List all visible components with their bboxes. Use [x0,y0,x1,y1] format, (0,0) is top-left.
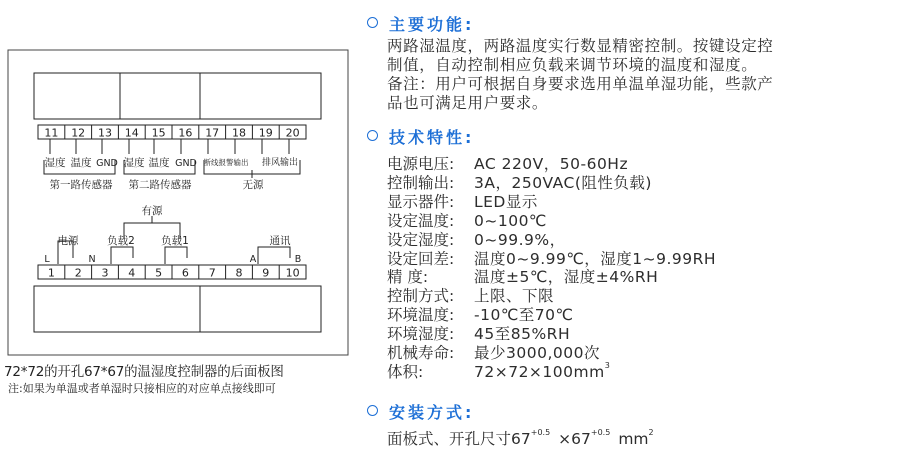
top-terminal-15: 15 [151,126,166,140]
group-sensor2: 第二路传感器 [128,179,192,191]
bottom-terminal-10: 10 [285,266,300,280]
spec-row [387,322,847,344]
spec-row [387,171,847,190]
bottom-terminal-numbers [48,267,300,280]
label-t17: 断线报警输出 [203,158,249,167]
bottom-terminal-dividers [65,265,279,279]
label-t12: 温度 [70,157,92,169]
spec-value: 温度±5℃，湿度±4%RH [474,268,659,287]
spec-value: 45至85%RH [474,325,571,344]
label-t19: 排风输出 [261,158,299,168]
spec-key: 控制方式: [387,287,455,306]
power-n: N [88,254,96,265]
power-label: 电源 [57,235,79,247]
spec-row [387,303,847,325]
diagram-caption: 72*72的开孔67*67的温湿度控制器的后面板图 [4,364,284,380]
spec-value: -10℃至70℃ [474,306,574,325]
top-terminal-20: 20 [285,126,300,140]
install-sup-a: +0.5 [530,428,551,437]
label-t15: 温度 [148,157,170,169]
spec-row [387,209,847,228]
functions-line: 备注：用户可根据自身要求选用单温单湿功能，些款产 [387,75,774,93]
top-terminal-16: 16 [178,126,193,140]
top-terminal-17: 17 [205,126,220,140]
spec-value: LED显示 [474,192,538,211]
spec-value: 最少3000,000次 [474,344,600,362]
spec-value: 上限、下限 [474,287,555,306]
comm-b: B [294,254,302,265]
spec-key: 电源电压: [387,155,455,173]
functions-text [387,37,773,113]
spec-value: 3A，250VAC(阻性负载) [474,173,652,192]
spec-key: 体积: [387,362,424,381]
spec-key: 控制输出: [387,173,455,192]
spec-superscript: 3 [604,360,610,370]
spec-row [387,247,847,266]
top-terminal-14: 14 [124,126,139,140]
diagram-note: 注:如果为单温或者单湿时只接相应的对应单点接线即可 [8,382,276,395]
specs-heading [367,125,474,148]
spec-row [387,360,847,379]
spec-row [387,341,847,360]
spec-value: 温度0~9.99℃，湿度1~9.99RH [474,249,717,268]
functions-line: 制值，自动控制相应负载来调节环境的温度和湿度。 [387,56,758,74]
spec-key: 显示器件: [387,192,455,211]
bottom-terminal-2: 2 [74,266,82,280]
circle-bullet-icon [367,405,378,416]
bottom-terminal-6: 6 [181,266,189,280]
install-text-c: mm [618,430,649,448]
bottom-terminal-7: 7 [208,266,216,280]
label-t13: GND [96,158,118,169]
bottom-terminal-1: 1 [47,266,55,280]
spec-value: AC 220V，50-60Hz [474,155,629,173]
install-text-a: 面板式、开孔尺寸67 [387,430,531,448]
bottom-terminal-3: 3 [101,266,109,280]
spec-row [387,284,847,306]
spec-key: 环境温度: [387,306,455,325]
install-heading [367,400,474,423]
spec-key: 环境湿度: [387,325,455,344]
circle-bullet-icon [367,130,378,141]
top-terminal-dividers [65,125,279,139]
spec-row [387,265,847,287]
top-terminal-18: 18 [232,126,246,140]
spec-key: 设定湿度: [387,230,455,249]
spec-key: 机械寿命: [387,344,455,362]
top-terminal-11: 11 [44,126,59,140]
specs-heading-text: 技术特性: [389,128,475,147]
bottom-terminal-9: 9 [262,266,270,280]
spec-row [387,152,847,171]
spec-key: 设定温度: [387,211,455,230]
install-heading-text: 安装方式: [389,403,475,422]
top-terminal-19: 19 [258,126,273,140]
group-sensor1: 第一路传感器 [49,179,113,191]
comm-label: 通讯 [269,235,291,247]
spec-row [387,228,847,247]
functions-heading-text: 主要功能: [389,15,475,34]
install-sup-c: 2 [648,428,654,437]
spec-key: 精 度: [387,268,429,287]
bottom-terminal-4: 4 [128,266,136,280]
label-t16: GND [175,158,197,169]
circle-bullet-icon [367,17,378,28]
label-t14: 湿度 [123,157,145,169]
install-text [387,427,654,449]
spec-value: 72×72×100mm [474,362,605,381]
display-windows-bottom [34,286,321,332]
group-source: 有源 [141,205,163,217]
group-no-source: 无源 [242,179,264,191]
back-panel-diagram [0,0,370,454]
top-terminal-13: 13 [98,126,112,140]
load1-label: 负载1 [161,235,189,247]
functions-line: 两路湿温度，两路温度实行数显精密控制。按键设定控 [387,37,774,55]
install-sup-b: +0.5 [590,428,611,437]
install-text-b: ×67 [558,430,591,448]
power-l: L [44,254,50,265]
spec-key: 设定回差: [387,249,455,268]
functions-heading [367,12,474,35]
label-t11: 湿度 [44,157,66,169]
spec-value: 0~99.9%， [474,230,566,249]
spec-value: 0~100℃ [474,211,547,230]
spec-row [387,190,847,209]
wiring-diagram-svg [0,0,370,400]
functions-line: 品也可满足用户要求。 [387,94,549,112]
bottom-terminal-8: 8 [235,266,243,280]
display-windows-top [34,73,321,119]
bottom-terminal-5: 5 [155,266,163,280]
top-terminal-12: 12 [71,126,86,140]
load2-label: 负载2 [107,235,135,247]
panel-frame [8,50,348,355]
comm-a: A [249,254,257,265]
